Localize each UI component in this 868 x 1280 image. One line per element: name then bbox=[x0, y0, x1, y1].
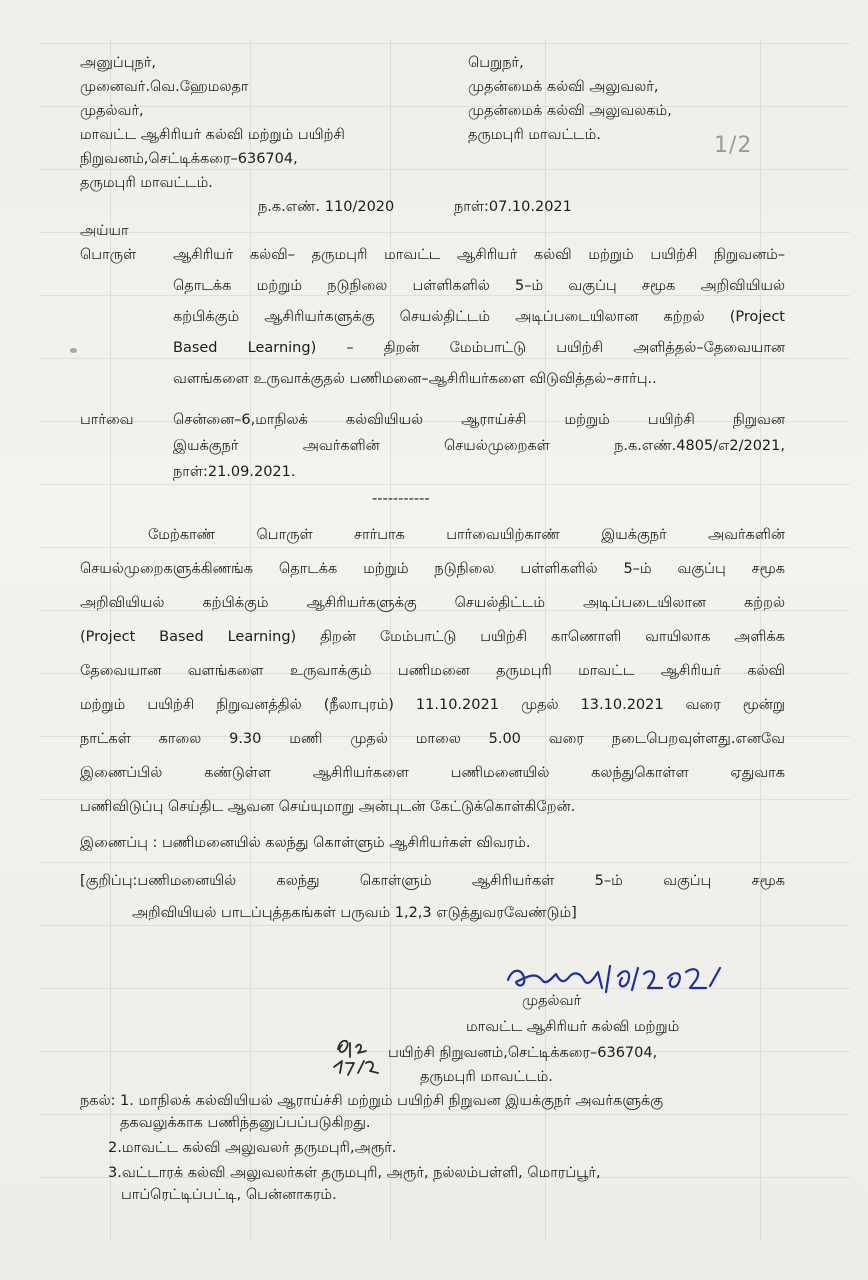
reference-label: பார்வை bbox=[80, 412, 134, 428]
copy-item: 2.மாவட்ட கல்வி அலுவலர் தருமபுரி,அரூர். bbox=[108, 1140, 397, 1156]
body-line: (Project Based Learning) திறன் மேம்பாட்டு பயிற்சி காணொளி வாயிலாக அளிக்க bbox=[80, 629, 785, 645]
sender-line: மாவட்ட ஆசிரியர் கல்வி மற்றும் பயிற்சி bbox=[80, 127, 345, 143]
enclosure-note: இணைப்பு : பணிமனையில் கலந்து கொள்ளும் ஆசிரியர்கள் விவரம். bbox=[80, 835, 531, 851]
copies-label: நகல்: bbox=[80, 1093, 116, 1109]
reference-number: ந.க.எண். 110/2020 bbox=[258, 199, 395, 215]
reference-line: சென்னை–6,மாநிலக் கல்வியியல் ஆராய்ச்சி மற்றும் பயிற்சி நிறுவன bbox=[173, 412, 785, 428]
body-line: மற்றும் பயிற்சி நிறுவனத்தில் (நீலாபுரம்) 11.10.2021 முதல் 13.10.2021 வரை மூன்று bbox=[80, 697, 785, 713]
body-line: அறிவியியல் கற்பிக்கும் ஆசிரியர்களுக்கு செயல்திட்டம் அடிப்படையிலான கற்றல் bbox=[80, 595, 785, 611]
body-line: மேற்காண் பொருள் சார்பாக பார்வையிற்காண் இயக்குநர் அவர்களின் bbox=[148, 527, 785, 543]
signatory-line: மாவட்ட ஆசிரியர் கல்வி மற்றும் bbox=[466, 1019, 680, 1035]
recipient-heading: பெறுநர், bbox=[468, 55, 524, 71]
copy-item: 1. மாநிலக் கல்வியியல் ஆராய்ச்சி மற்றும் பயிற்சி நிறுவன இயக்குநர் அவர்களுக்கு bbox=[120, 1093, 664, 1109]
recipient-line: முதன்மைக் கல்வி அலுவலர், bbox=[468, 79, 659, 95]
divider: ----------- bbox=[372, 491, 430, 507]
note-line: அறிவியியல் பாடப்புத்தகங்கள் பருவம் 1,2,3 எடுத்துவரவேண்டும்] bbox=[132, 905, 577, 921]
subject-line: தொடக்க மற்றும் நடுநிலை பள்ளிகளில் 5–ம் வகுப்பு சமூக அறிவியியல் bbox=[173, 278, 785, 294]
note-line: [குறிப்பு:பணிமனையில் கலந்து கொள்ளும் ஆசிரியர்கள் 5–ம் வகுப்பு சமூக bbox=[80, 873, 785, 889]
signatory-line: பயிற்சி நிறுவனம்,செட்டிக்கரை–636704, bbox=[388, 1045, 658, 1061]
signatory-line: தருமபுரி மாவட்டம். bbox=[420, 1069, 553, 1085]
subject-line: Based Learning) – திறன் மேம்பாட்டு பயிற்சி அளித்தல்–தேவையான bbox=[173, 340, 785, 356]
recipient-line: முதன்மைக் கல்வி அலுவலகம், bbox=[468, 103, 672, 119]
ink-speck bbox=[70, 348, 77, 353]
body-line: செயல்முறைகளுக்கிணங்க தொடக்க மற்றும் நடுநிலை பள்ளிகளில் 5–ம் வகுப்பு சமூக bbox=[80, 561, 785, 577]
sender-line: முனைவர்.வெ.ஹேமலதா bbox=[80, 79, 249, 95]
letter-date: நாள்:07.10.2021 bbox=[454, 199, 572, 215]
sender-heading: அனுப்புநர், bbox=[80, 55, 157, 71]
copy-item: 3.வட்டாரக் கல்வி அலுவலர்கள் தருமபுரி, அரூர், நல்லம்பள்ளி, மொரப்பூர், bbox=[108, 1165, 601, 1181]
page-number: 1/2 bbox=[714, 133, 753, 158]
subject-line: கற்பிக்கும் ஆசிரியர்களுக்கு செயல்திட்டம் அடிப்படையிலான கற்றல் (Project bbox=[173, 309, 785, 325]
sender-line: தருமபுரி மாவட்டம். bbox=[80, 175, 213, 191]
body-line: தேவையான வளங்களை உருவாக்கும் பணிமனை தருமபுரி மாவட்ட ஆசிரியர் கல்வி bbox=[80, 663, 785, 679]
subject-label: பொருள் bbox=[80, 247, 137, 263]
recipient-line: தருமபுரி மாவட்டம். bbox=[468, 127, 601, 143]
subject-line: வளங்களை உருவாக்குதல் பணிமனை–ஆசிரியர்களை விடுவித்தல்–சார்பு.. bbox=[173, 371, 657, 387]
sender-line: முதல்வர், bbox=[80, 103, 144, 119]
reference-line: இயக்குநர் அவர்களின் செயல்முறைகள் ந.க.எண்.4805/எ2/2021, bbox=[173, 438, 785, 454]
reference-line: நாள்:21.09.2021. bbox=[173, 464, 296, 480]
sender-line: நிறுவனம்,செட்டிக்கரை–636704, bbox=[80, 151, 298, 167]
signatory-title: முதல்வர் bbox=[522, 993, 582, 1009]
salutation: அய்யா bbox=[80, 223, 129, 239]
body-line: பணிவிடுப்பு செய்திட ஆவன செய்யுமாறு அன்புடன் கேட்டுக்கொள்கிறேன். bbox=[80, 799, 576, 815]
body-line: இணைப்பில் கண்டுள்ள ஆசிரியர்களை பணிமனையில் கலந்துகொள்ள ஏதுவாக bbox=[80, 765, 785, 781]
body-line: நாட்கள் காலை 9.30 மணி முதல் மாலை 5.00 வரை நடைபெறவுள்ளது.எனவே bbox=[80, 731, 785, 747]
initials-signature bbox=[330, 1033, 386, 1079]
copy-item: பாப்ரெட்டிப்பட்டி, பென்னாகரம். bbox=[121, 1187, 337, 1203]
copy-item: தகவலுக்காக பணிந்தனுப்பப்படுகிறது. bbox=[120, 1115, 371, 1131]
subject-line: ஆசிரியர் கல்வி– தருமபுரி மாவட்ட ஆசிரியர் கல்வி மற்றும் பயிற்சி நிறுவனம்– bbox=[173, 247, 785, 263]
